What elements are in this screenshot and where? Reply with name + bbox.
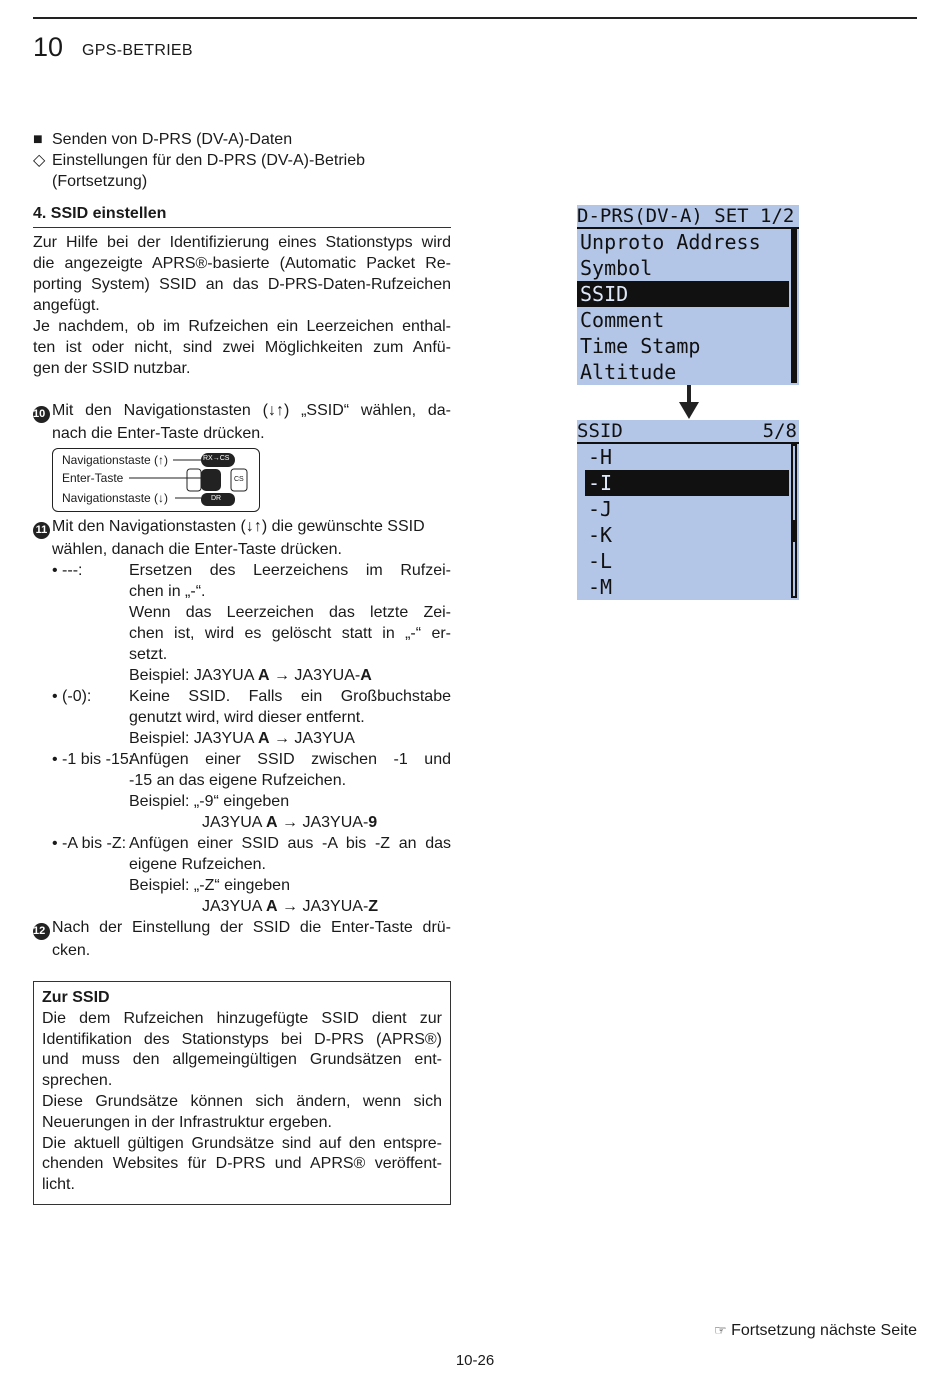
option-text: Ersetzen des Leerzeichens im Rufzei- bbox=[129, 562, 451, 579]
option-text: Anfügen einer SSID zwischen -1 und bbox=[129, 751, 451, 768]
option-text: -15 an das eigene Rufzeichen. bbox=[129, 772, 347, 789]
option-text: Wenn das Leerzeichen das letzte Zei- bbox=[129, 604, 451, 621]
continue-note bbox=[714, 1322, 917, 1340]
continue-text: Fortsetzung nächste Seite bbox=[731, 1322, 917, 1339]
key-cs-label: CS bbox=[234, 476, 244, 483]
keypad-illustration bbox=[52, 448, 260, 512]
note-box bbox=[33, 981, 451, 1205]
header-rule bbox=[33, 17, 917, 19]
lcd-screen-menu bbox=[577, 205, 799, 385]
step-text: Nach der Einstellung der SSID die Enter-Taste drü- bbox=[52, 919, 451, 936]
note-line: chenden Websites für D-PRS und APRS® veröffent- bbox=[42, 1155, 442, 1173]
step-10 bbox=[33, 400, 451, 444]
lcd-option-item[interactable]: -J bbox=[588, 497, 613, 521]
lcd-option-list bbox=[585, 444, 789, 600]
step-text: cken. bbox=[52, 942, 91, 959]
lcd-option-item[interactable]: -K bbox=[588, 523, 613, 547]
step-text: Mit den Navigationstasten (↓↑) die gewünschte SSID bbox=[52, 518, 425, 535]
filled-square-icon: ■ bbox=[33, 131, 43, 148]
option-example: JA3YUA A → JA3YUA-Z bbox=[202, 898, 379, 915]
intro-line: gen der SSID nutzbar. bbox=[33, 360, 191, 377]
step-number-badge: 10 bbox=[33, 406, 50, 423]
page-number: 10-26 bbox=[455, 1352, 495, 1369]
lcd-option-item[interactable]: -L bbox=[588, 549, 613, 573]
lcd-menu-item[interactable]: Time Stamp bbox=[580, 334, 701, 358]
breadcrumb bbox=[33, 129, 451, 192]
lcd-scrollbar-thumb bbox=[791, 520, 797, 542]
option-text: setzt. bbox=[129, 646, 168, 663]
option-label: • -1 bis -15: bbox=[52, 751, 134, 768]
key-dr-label: DR bbox=[211, 495, 222, 502]
lcd-option-item[interactable]: -M bbox=[588, 575, 613, 599]
option-example: Beispiel: „-9“ eingeben bbox=[129, 793, 290, 810]
note-line: Die aktuell gültigen Grundsätze sind auf den entspre- bbox=[42, 1134, 442, 1152]
option-example: Beispiel: JA3YUA A → JA3YUA bbox=[129, 730, 355, 747]
section bbox=[33, 203, 451, 379]
option-numeric bbox=[33, 749, 451, 833]
option-label: • -A bis -Z: bbox=[52, 835, 127, 852]
step-number-badge: 12 bbox=[33, 923, 50, 940]
option-text: eigene Rufzeichen. bbox=[129, 856, 266, 873]
note-line: Identifikation des Stationstyps bei D-PRS (APRS®) bbox=[42, 1030, 442, 1048]
option-example: Beispiel: „-Z“ eingeben bbox=[129, 877, 290, 894]
breadcrumb-line: Einstellungen für den D-PRS (DV-A)-Betrieb bbox=[52, 152, 366, 169]
option-text: Anfügen einer SSID aus -A bis -Z an das bbox=[129, 835, 451, 852]
intro-line: ten ist oder nicht, sind zwei Möglichkeiten zum Anfü- bbox=[33, 339, 451, 356]
option-text: chen in „-“. bbox=[129, 583, 206, 600]
breadcrumb-line: Senden von D-PRS (DV-A)-Daten bbox=[52, 131, 293, 148]
lcd-option-item[interactable]: -H bbox=[588, 445, 613, 469]
lcd-menu-item[interactable]: Unproto Address bbox=[580, 230, 761, 254]
down-arrow-icon bbox=[678, 385, 700, 421]
intro-line: Zur Hilfe bei der Identifizierung eines Stationstyps wird bbox=[33, 234, 451, 251]
note-line: Die dem Rufzeichen hinzugefügte SSID dient zur bbox=[42, 1009, 442, 1027]
lcd-title: D-PRS(DV-A) SET 1/2 bbox=[577, 205, 799, 229]
lcd-title-bar bbox=[577, 420, 799, 444]
intro-line: porting System) SSID an das D-PRS-Daten-Rufzeichen bbox=[33, 276, 451, 293]
heading-rule bbox=[33, 227, 451, 228]
pointing-hand-icon: ☞ bbox=[714, 1322, 727, 1338]
breadcrumb-line: (Fortsetzung) bbox=[52, 173, 148, 190]
note-line: Diese Grundsätze können sich ändern, wenn sich bbox=[42, 1092, 442, 1110]
step-text: nach die Enter-Taste drücken. bbox=[52, 425, 265, 442]
note-title: Zur SSID bbox=[42, 989, 110, 1006]
chapter-title: GPS-BETRIEB bbox=[82, 42, 193, 59]
lcd-menu-item[interactable]: Altitude bbox=[580, 360, 677, 384]
option-text: chen ist, wird es gelöscht statt in „-“ er- bbox=[129, 625, 451, 642]
option-text: genutzt wird, wird dieser entfernt. bbox=[129, 709, 365, 726]
option-label: • (-0): bbox=[52, 688, 92, 705]
lcd-title: SSID bbox=[577, 420, 623, 442]
lcd-option-item[interactable]: -I bbox=[585, 470, 789, 496]
option-label: • ---: bbox=[52, 562, 83, 579]
intro-line: Je nachdem, ob im Rufzeichen ein Leerzeichen enthal- bbox=[33, 318, 451, 335]
lcd-menu-item[interactable]: Comment bbox=[580, 308, 665, 332]
option-text: Keine SSID. Falls ein Großbuchstabe bbox=[129, 688, 451, 705]
option-example: Beispiel: JA3YUA A → JA3YUA-A bbox=[129, 667, 372, 684]
step-text: Mit den Navigationstasten (↓↑) „SSID“ wählen, da- bbox=[52, 402, 451, 419]
note-line: und muss den allgemeingültigen Grundsätzen ent- bbox=[42, 1051, 442, 1069]
lcd-scrollbar bbox=[791, 229, 797, 383]
nav-up-label: Navigationstaste (↑) bbox=[62, 453, 169, 467]
lcd-menu-item[interactable]: SSID bbox=[577, 281, 789, 307]
intro-line: angefügt. bbox=[33, 297, 100, 314]
lcd-screen-ssid bbox=[577, 420, 799, 600]
note-line: Neuerungen in der Infrastruktur ergeben. bbox=[42, 1113, 332, 1131]
step-11 bbox=[33, 516, 451, 961]
step-text: wählen, danach die Enter-Taste drücken. bbox=[52, 541, 342, 558]
option-zero bbox=[33, 686, 451, 749]
lcd-page-indicator: 5/8 bbox=[762, 420, 797, 442]
option-dashes bbox=[33, 560, 451, 686]
lcd-menu-item[interactable]: Symbol bbox=[580, 256, 653, 280]
key-rxcs-label: RX→CS bbox=[203, 455, 230, 462]
option-example: JA3YUA A → JA3YUA-9 bbox=[202, 814, 378, 831]
diamond-outline-icon: ◇ bbox=[33, 152, 46, 169]
enter-label: Enter-Taste bbox=[62, 471, 124, 485]
nav-down-label: Navigationstaste (↓) bbox=[62, 491, 169, 505]
note-line: licht. bbox=[42, 1176, 75, 1194]
note-line: sprechen. bbox=[42, 1072, 113, 1090]
lcd-menu-list bbox=[577, 229, 789, 385]
intro-line: die angezeigte APRS®-basierte (Automatic Packet Re- bbox=[33, 255, 451, 272]
step-number-badge: 11 bbox=[33, 522, 50, 539]
chapter-number: 10 bbox=[33, 32, 64, 62]
section-heading: 4. SSID einstellen bbox=[33, 205, 167, 222]
option-alpha bbox=[33, 833, 451, 917]
